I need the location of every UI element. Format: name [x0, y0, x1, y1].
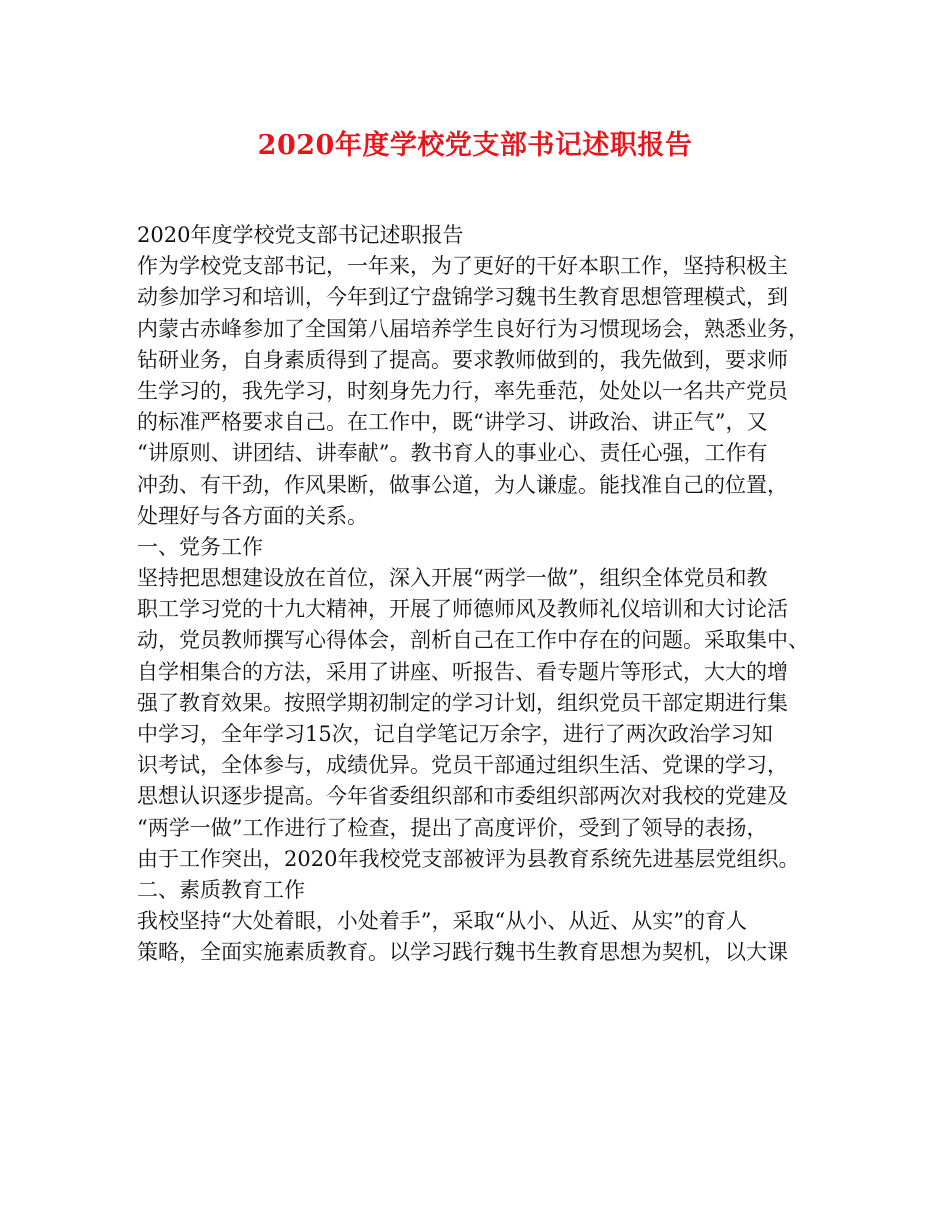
body-line: 思想认识逐步提高。今年省委组织部和市委组织部两次对我校的党建及: [137, 784, 788, 809]
section-heading-party-affairs: 一、党务工作: [137, 534, 263, 559]
body-line: 钻研业务，自身素质得到了提高。要求教师做到的，我先做到，要求师: [137, 347, 788, 372]
body-line: 坚持把思想建设放在首位，深入开展“两学一做”，组织全体党员和教: [137, 566, 768, 591]
body-line: 的标准严格要求自己。在工作中，既“讲学习、讲政治、讲正气”，又: [137, 410, 768, 435]
body-line: 中学习，全年学习15次，记自学笔记万余字，进行了两次政治学习知: [137, 722, 773, 746]
body-line-subtitle: 2020年度学校党支部书记述职报告: [137, 223, 464, 247]
body-line: 职工学习党的十九大精神，开展了师德师风及教师礼仪培训和大讨论活: [137, 597, 788, 622]
body-line: 识考试，全体参与，成绩优异。党员干部通过组织生活、党课的学习，: [137, 753, 788, 778]
document-title: 2020年度学校党支部书记述职报告: [257, 130, 693, 161]
body-line: 动，党员教师撰写心得体会，剖析自己在工作中存在的问题。采取集中、: [137, 628, 809, 653]
body-line: 由于工作突出，2020年我校党支部被评为县教育系统先进基层党组织。: [137, 846, 800, 871]
document-body: [137, 220, 837, 969]
body-line: “讲原则、讲团结、讲奉献”。教书育人的事业心、责任心强，工作有: [137, 441, 768, 466]
body-line: 作为学校党支部书记，一年来，为了更好的干好本职工作，坚持积极主: [137, 254, 788, 279]
body-line: 内蒙古赤峰参加了全国第八届培养学生良好行为习惯现场会，熟悉业务，: [137, 316, 809, 341]
body-line: 处理好与各方面的关系。: [137, 503, 368, 528]
body-line: 我校坚持“大处着眼，小处着手”，采取“从小、从近、从实”的育人: [137, 909, 747, 934]
body-line: 生学习的，我先学习，时刻身先力行，率先垂范，处处以一名共产党员: [137, 378, 788, 403]
section-heading-quality-education: 二、素质教育工作: [137, 877, 305, 902]
body-line: 自学相集合的方法，采用了讲座、听报告、看专题片等形式，大大的增: [137, 659, 788, 684]
body-line: 策略，全面实施素质教育。以学习践行魏书生教育思想为契机，以大课: [137, 940, 788, 965]
body-line: 动参加学习和培训，今年到辽宁盘锦学习魏书生教育思想管理模式，到: [137, 285, 788, 310]
body-line: 强了教育效果。按照学期初制定的学习计划，组织党员干部定期进行集: [137, 690, 788, 715]
body-line: “两学一做”工作进行了检查，提出了高度评价，受到了领导的表扬，: [137, 815, 768, 840]
body-line: 冲劲、有干劲，作风果断，做事公道，为人谦虚。能找准自己的位置，: [137, 472, 788, 497]
